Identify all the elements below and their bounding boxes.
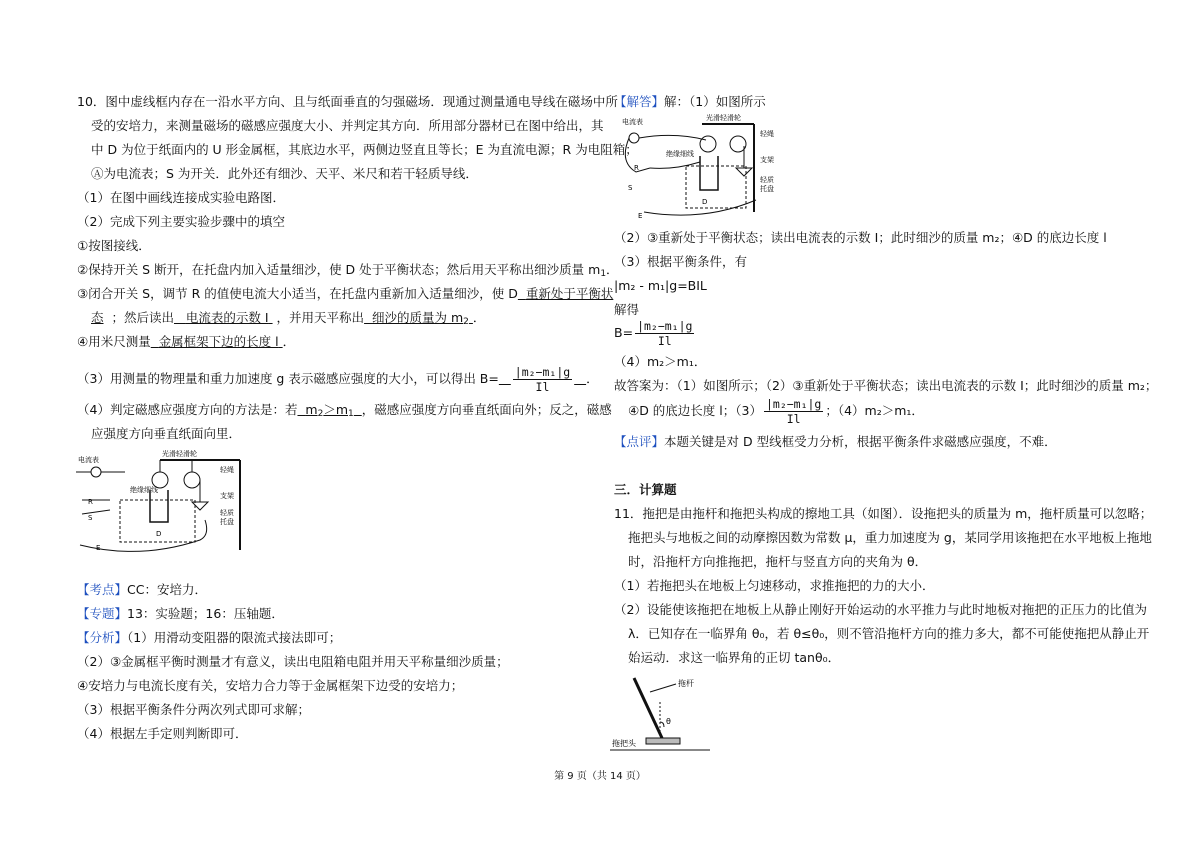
ans-label-tray1: 轻质 [760, 176, 774, 184]
mop-figure [610, 672, 720, 757]
blank-length: 金属框架下边的长度 l [158, 334, 279, 349]
label-insulated: 绝缘细线 [130, 486, 158, 494]
tag-kaodian: 【考点】 [77, 582, 128, 597]
answer-line-3: 解得 [614, 302, 640, 317]
analysis-3: （2）③金属框平衡时测量才有意义，读出电阻箱电阻并用天平称量细沙质量； [77, 654, 509, 669]
formula-den: Il [535, 380, 550, 394]
blank-balance-1: 重新处于平衡状 [525, 286, 614, 301]
label-ammeter: 电流表 [78, 456, 99, 464]
tag-zhuanti: 【专题】 [77, 606, 128, 621]
answer-line-0: （2）③重新处于平衡状态；读出电流表的示数 I；此时细沙的质量 m₂；④D 的底边长度 l [614, 230, 1107, 245]
ans-label-stand: 支架 [760, 156, 774, 164]
answer-line-1: （3）根据平衡条件，有 [614, 254, 747, 269]
circuit-figure [70, 450, 270, 560]
ans-label-rope: 轻绳 [760, 130, 774, 138]
q10-line-3: 中 D 为位于纸面内的 U 形金属框，其底边水平，两侧边竖直且等长；E 为直流电源；R 为电阻箱； [91, 142, 638, 157]
q10-step-2: （2）完成下列主要实验步骤中的填空 [77, 214, 285, 229]
analysis-6: （4）根据左手定则判断即可． [77, 726, 248, 741]
label-stand: 支架 [220, 492, 234, 500]
analysis-1: 【专题】13：实验题；16：压轴题． [77, 606, 284, 621]
label-tray1: 轻质 [220, 509, 234, 517]
q11-line-6: 始运动．求这一临界角的正切 tanθ₀． [628, 650, 841, 665]
answer-figure [614, 112, 784, 222]
tag-fenxi: 【分析】 [77, 630, 128, 645]
answer-final-2: ④D 的底边长度 l；（3） $\frac{\text{|m₂−m₁|g}}{Il}$ ；（4）m₂＞m₁． [628, 397, 924, 426]
sub-2: 2 [463, 317, 469, 327]
label-rope: 轻绳 [220, 466, 234, 474]
ans-formula: $\frac{\text{|m₂−m₁|g}}{Il}$ [637, 319, 693, 348]
analysis-0: 【考点】CC：安培力． [77, 582, 207, 597]
q10-step-4-text: （4）判定磁感应强度方向的方法是：若 [77, 402, 298, 417]
q10-step-4: （4）判定磁感应强度方向的方法是：若 $m_2>m_1$ ，磁感应强度方向垂直纸面向外；反之，磁感 [77, 402, 612, 419]
q10-step-1: （1）在图中画线连接成实验电路图． [77, 190, 285, 205]
q11-line-4: （2）设能使该拖把在地板上从静止刚好开始运动的水平推力与此时地板对拖把的正压力的比值为 [614, 602, 1147, 617]
q10-read: ；然后读出 [111, 310, 174, 325]
label-pulley: 光滑轻滑轮 [162, 450, 197, 458]
ans-label-ammeter: 电流表 [622, 118, 643, 126]
q10-sub-4: ④用米尺测量 金属框架下边的长度 l ． [77, 334, 296, 349]
tag-dianping: 【点评】 [614, 434, 665, 449]
answer-line-5: （4）m₂＞m₁． [614, 354, 707, 369]
page-footer: 第 9 页（共 14 页） [554, 771, 646, 782]
q10-sub-2-text: ②保持开关 S 断开，在托盘内加入适量细沙，使 D 处于平衡状态；然后用天平称出细沙质量 m [77, 262, 601, 277]
label-r: R [88, 498, 93, 506]
answer-line-2: |m₂ - m₁|g=BIL [614, 278, 707, 293]
analysis-5: （3）根据平衡条件分两次列式即可求解； [77, 702, 310, 717]
q10-weigh: ，并用天平称出 [276, 310, 365, 325]
sub-1: 1 [600, 269, 607, 279]
formula-b [513, 365, 572, 394]
q10-step-3-text: （3）用测量的物理量和重力加速度 g 表示磁感应强度的大小，可以得出 B= [77, 371, 499, 386]
q10-sub-2: ②保持开关 S 断开，在托盘内加入适量细沙，使 D 处于平衡状态；然后用天平称出细沙质量 $m_1$． [77, 262, 619, 279]
mop-head-label: 拖把头 [612, 739, 636, 748]
section-heading: 三．计算题 [614, 482, 677, 497]
q10-step-3: （3）用测量的物理量和重力加速度 g 表示磁感应强度的大小，可以得出 B= $\frac{\text{|m₂−m₁|g}}{Il}$ ． [77, 365, 599, 394]
label-tray2: 托盘 [220, 518, 234, 526]
q11-line-3: （1）若拖把头在地板上匀速移动，求推拖把的力的大小． [614, 578, 935, 593]
ans-label-insulated: 绝缘细线 [666, 150, 694, 158]
comment: 【点评】本题关键是对 D 型线框受力分析，根据平衡条件求磁感应强度，不难． [614, 434, 1057, 449]
blank-sand: 细沙的质量为 m [372, 310, 464, 325]
ans-label-s: S [628, 184, 633, 192]
analysis-2: 【分析】（1）用滑动变阻器的限流式接法即可； [77, 630, 342, 645]
ans-label-e: E [638, 212, 643, 220]
analysis-4: ④安培力与电流长度有关，安培力合力等于金属框架下边受的安培力； [77, 678, 464, 693]
label-d: D [156, 530, 162, 538]
q10-sub-3b: 态 ；然后读出 电流表的示数 I ，并用天平称出 细沙的质量为 $m_2$ ． [91, 310, 486, 327]
q11-line-1: 拖把头与地板之间的动摩擦因数为常数 μ，重力加速度为 g，某同学用该拖把在水平地板上拖地 [628, 530, 1152, 545]
tag-jieda: 【解答】 [614, 94, 665, 109]
label-e: E [96, 544, 101, 552]
q10-line-4: Ⓐ为电流表；S 为开关．此外还有细沙、天平、米尺和若干轻质导线． [91, 166, 478, 181]
mop-theta: θ [666, 717, 671, 726]
q11-line-2: 时，沿拖杆方向推拖把，拖杆与竖直方向的夹角为 θ． [628, 554, 928, 569]
q10-line-1: 10．图中虚线框内存在一沿水平方向、且与纸面垂直的匀强磁场．现通过测量通电导线在磁场中所 [77, 94, 618, 109]
q10-line-2: 受的安培力，来测量磁场的磁感应强度大小、并判定其方向．所用部分器材已在图中给出，其 [91, 118, 604, 133]
answer-final-1: 故答案为：（1）如图所示；（2）③重新处于平衡状态；读出电流表的示数 I；此时细沙的质量 m₂； [614, 378, 1158, 393]
ans-label-tray2: 托盘 [760, 185, 774, 193]
q10-step-4b: 应强度方向垂直纸面向里． [91, 426, 242, 441]
q10-measure: ④用米尺测量 [77, 334, 151, 349]
blank-ammeter: 电流表的示数 I [185, 310, 269, 325]
blank-balance-2: 态 [91, 310, 104, 325]
q10-sub-3-text: ③闭合开关 S，调节 R 的值使电流大小适当，在托盘内重新加入适量细沙，使 D [77, 286, 518, 301]
q10-sub-1: ①按图接线． [77, 238, 151, 253]
final-formula: $\frac{\text{|m₂−m₁|g}}{Il}$ [765, 397, 822, 426]
mop-rod-label: 拖杆 [678, 679, 694, 688]
ans-label-d: D [702, 198, 708, 206]
answer-head: 【解答】解：（1）如图所示 [614, 94, 766, 109]
q10-sub-3 [77, 286, 613, 302]
q11-line-0: 11．拖把是由拖杆和拖把头构成的擦地工具（如图）．设拖把头的质量为 m，拖杆质量可以忽略； [614, 506, 1153, 521]
label-s: S [88, 514, 93, 522]
q11-line-5: λ．已知存在一临界角 θ₀，若 θ≤θ₀，则不管沿拖杆方向的推力多大，都不可能使拖把从静止开 [628, 626, 1150, 641]
ans-label-pulley: 光滑轻滑轮 [706, 114, 741, 122]
answer-formula: B= $\frac{\text{|m₂−m₁|g}}{Il}$ [614, 319, 693, 348]
ans-label-r: R [634, 164, 639, 172]
formula-num: |m₂−m₁|g [514, 365, 571, 379]
